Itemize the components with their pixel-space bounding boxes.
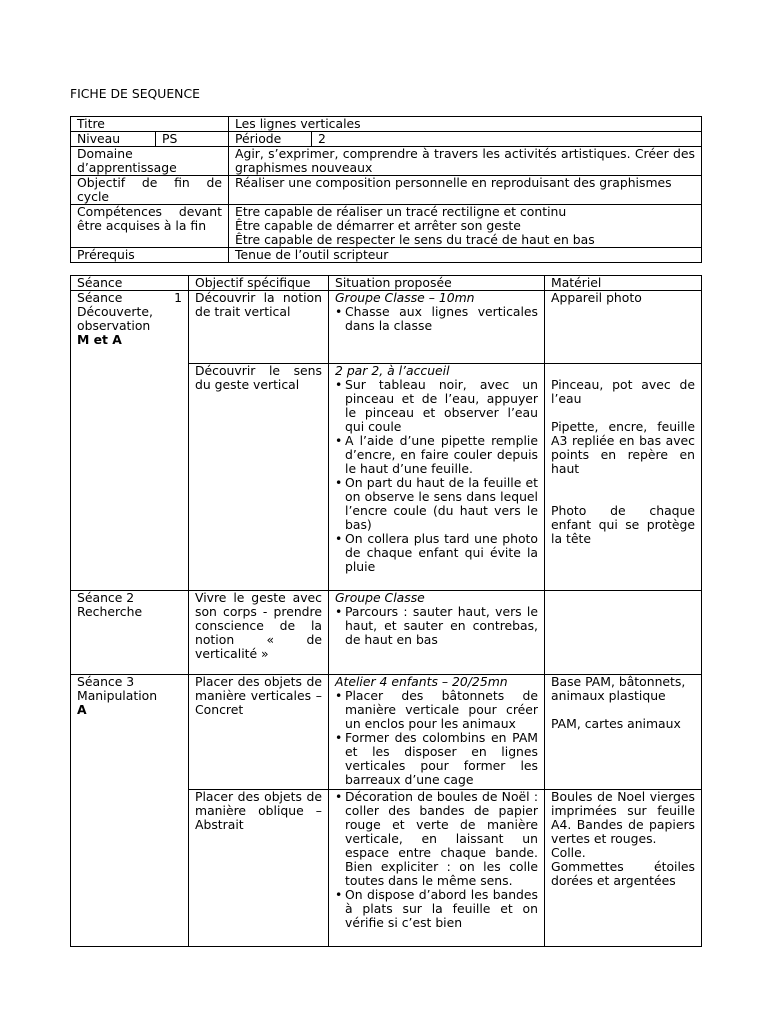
list-item: • On collera plus tard une photo de chaque enfant qui évite la pluie bbox=[335, 532, 538, 574]
row-titre bbox=[71, 117, 702, 132]
list-item: • Former des colombins en PAM et les disposer en lignes verticales pour former les barreaux d’une cage bbox=[335, 731, 538, 787]
prerequis-label: Prérequis bbox=[71, 248, 229, 263]
list-item: • Parcours : sauter haut, vers le haut, et sauter en contrebas, de haut en bas bbox=[335, 605, 538, 647]
row-objectif bbox=[71, 176, 702, 205]
session-2-objective: Vivre le geste avec son corps - prendre conscience de la notion « de verticalité » bbox=[189, 591, 329, 675]
row-niveau bbox=[71, 132, 702, 147]
niveau-label: Niveau bbox=[71, 132, 156, 147]
row-domaine bbox=[71, 147, 702, 176]
prerequis-value: Tenue de l’outil scripteur bbox=[229, 248, 702, 263]
competences-label-line-1: Compétences devant bbox=[77, 204, 222, 219]
session-3-material-2b: Colle. bbox=[551, 845, 586, 860]
periode-label: Période bbox=[229, 132, 312, 146]
session-3-material-1a: Base PAM, bâtonnets, animaux plastique bbox=[551, 674, 686, 703]
session-3-material-2c: Gommettes étoiles dorées et argentées bbox=[551, 859, 695, 888]
session-2-name: Séance 2 bbox=[77, 590, 135, 605]
session-2-type: Recherche bbox=[77, 604, 143, 619]
objectif-label-line-1: Objectif de fin de bbox=[77, 175, 222, 190]
header-seance: Séance bbox=[71, 276, 189, 291]
session-3-material-2 bbox=[545, 790, 702, 947]
niveau-value: PS bbox=[156, 132, 229, 147]
session-3-situation-2 bbox=[329, 790, 545, 947]
list-item: • On dispose d’abord les bandes à plats sur la feuille et on vérifie si c’est bien bbox=[335, 888, 538, 930]
row-competences bbox=[71, 205, 702, 248]
session-3-situation-1 bbox=[329, 675, 545, 790]
session-1-material-2a: Pinceau, pot avec de l’eau bbox=[551, 377, 695, 406]
session-3-material-1b: PAM, cartes animaux bbox=[551, 716, 681, 731]
info-table bbox=[70, 116, 702, 263]
domaine-value: Agir, s’exprimer, comprendre à travers les activités artistiques. Créer des graphismes nouveaux bbox=[229, 147, 702, 176]
competences-label-line-2: être acquises à la fin bbox=[77, 218, 207, 233]
session-1-situation-2 bbox=[329, 364, 545, 591]
session-3-group: A bbox=[77, 702, 87, 717]
session-1-situation-2-title: 2 par 2, à l’accueil bbox=[335, 363, 450, 378]
session-2-cell bbox=[71, 591, 189, 675]
list-item: • Sur tableau noir, avec un pinceau et de l’eau, appuyer le pinceau et observer l’eau qui coule bbox=[335, 378, 538, 434]
session-1-material-2 bbox=[545, 364, 702, 591]
session-1-situation-1 bbox=[329, 291, 545, 364]
session-1-material-1: Appareil photo bbox=[545, 291, 702, 364]
session-3-material-1 bbox=[545, 675, 702, 790]
session-3-name: Séance 3 bbox=[77, 674, 135, 689]
periode-value: 2 bbox=[318, 131, 326, 146]
periode-cell bbox=[229, 132, 702, 147]
session-2-row bbox=[71, 591, 702, 675]
objectif-label bbox=[71, 176, 229, 205]
header-situation: Situation proposée bbox=[329, 276, 545, 291]
session-3-situation-1-title: Atelier 4 enfants – 20/25mn bbox=[335, 674, 508, 689]
page-title: FICHE DE SEQUENCE bbox=[70, 86, 200, 101]
titre-value: Les lignes verticales bbox=[229, 117, 702, 132]
session-1-group: M et A bbox=[77, 332, 122, 347]
titre-label: Titre bbox=[71, 117, 229, 132]
session-1-material-2c: Photo de chaque enfant qui se protège la tête bbox=[551, 503, 695, 546]
session-1-row-1 bbox=[71, 291, 702, 364]
sessions-header-row bbox=[71, 276, 702, 291]
list-item: • Placer des bâtonnets de manière verticale pour créer un enclos pour les animaux bbox=[335, 689, 538, 731]
session-2-material bbox=[545, 591, 702, 675]
session-3-type: Manipulation bbox=[77, 688, 158, 703]
session-1-situation-1-title: Groupe Classe – 10mn bbox=[335, 290, 475, 305]
session-1-cell bbox=[71, 291, 189, 591]
header-objectif: Objectif spécifique bbox=[189, 276, 329, 291]
session-3-cell bbox=[71, 675, 189, 947]
competences-values bbox=[229, 205, 702, 248]
session-2-situation bbox=[329, 591, 545, 675]
competences-label bbox=[71, 205, 229, 248]
domaine-label: Domaine d’apprentissage bbox=[71, 147, 229, 176]
session-3-material-2a: Boules de Noel vierges imprimées sur feuille A4. Bandes de papiers vertes et rouges. bbox=[551, 789, 695, 846]
list-item: • On part du haut de la feuille et on observe le sens dans lequel l’encre coule (du haut vers le bas) bbox=[335, 476, 538, 532]
session-1-objective-1: Découvrir la notion de trait vertical bbox=[189, 291, 329, 364]
objectif-value: Réaliser une composition personnelle en reproduisant des graphismes bbox=[229, 176, 702, 205]
session-1-objective-2: Découvrir le sens du geste vertical bbox=[189, 364, 329, 591]
session-3-row-1 bbox=[71, 675, 702, 790]
row-prerequis bbox=[71, 248, 702, 263]
session-3-objective-1: Placer des objets de manière verticales – Concret bbox=[189, 675, 329, 790]
session-3-objective-2: Placer des objets de manière oblique – Abstrait bbox=[189, 790, 329, 947]
list-item: • Chasse aux lignes verticales dans la classe bbox=[335, 305, 538, 333]
sessions-table bbox=[70, 275, 702, 947]
objectif-label-line-2: cycle bbox=[77, 189, 110, 204]
session-1-material-2b: Pipette, encre, feuille A3 repliée en bas avec points en repère en haut bbox=[551, 419, 695, 476]
header-materiel: Matériel bbox=[545, 276, 702, 291]
session-1-name: Séance 1 bbox=[77, 290, 182, 305]
competence-1: Etre capable de réaliser un tracé rectiligne et continu bbox=[235, 204, 567, 219]
competence-2: Être capable de démarrer et arrêter son geste bbox=[235, 218, 521, 233]
session-1-type: Découverte, observation bbox=[77, 304, 153, 333]
session-2-situation-title: Groupe Classe bbox=[335, 590, 425, 605]
competence-3: Être capable de respecter le sens du tracé de haut en bas bbox=[235, 232, 595, 247]
list-item: • Décoration de boules de Noël : coller des bandes de papier rouge et verte de manière verticale, en laissant un espace entre chaque bande. Bien expliciter : on les colle toutes dans le même sens. bbox=[335, 790, 538, 888]
list-item: • A l’aide d’une pipette remplie d’encre, en faire couler depuis le haut d’une feuille. bbox=[335, 434, 538, 476]
